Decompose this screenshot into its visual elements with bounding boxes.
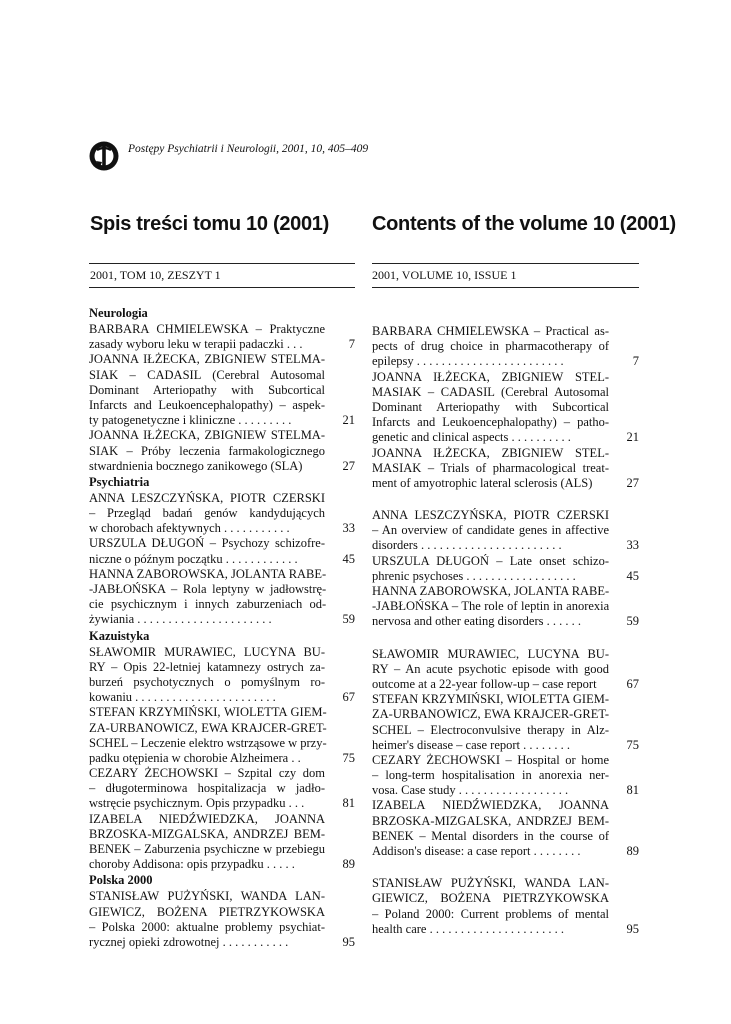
toc-entry-line: phrenic psychoses . . . . . . . . . . . . . . . . . . [372, 568, 576, 583]
toc-entry-page-number: 7 [348, 337, 355, 352]
toc-entry [89, 705, 355, 766]
toc-entry-line: IZABELA NIEDŹWIEDZKA, JOANNA [372, 798, 609, 813]
section-heading: Neurologia [89, 306, 148, 320]
toc-entry [372, 446, 639, 492]
toc-entry-page-number: 27 [342, 458, 355, 473]
toc-entry-text [372, 692, 609, 753]
toc-entry-line: Infarcts and Leukoencephalopathy) – patho- [372, 415, 609, 430]
toc-entry-line: epilepsy . . . . . . . . . . . . . . . . . . . . . . . . [372, 354, 564, 369]
toc-entry [89, 766, 355, 812]
toc-entry [372, 647, 639, 693]
contents-column-polish [89, 305, 355, 950]
toc-entry-text [89, 645, 325, 706]
toc-entry [89, 889, 355, 950]
toc-entry-text [89, 705, 327, 766]
toc-entry [89, 567, 355, 628]
toc-entry-page-number: 59 [626, 614, 639, 629]
toc-entry-text [372, 876, 609, 937]
toc-entry-line: – Poland 2000: Current problems of mental [372, 906, 609, 921]
toc-entry-page-number: 21 [626, 430, 639, 445]
toc-entry [372, 508, 639, 554]
toc-entry-text [89, 536, 325, 566]
page-title-polish: Spis treści tomu 10 (2001) [90, 213, 329, 235]
toc-entry-line: kowaniu . . . . . . . . . . . . . . . . . . . . . . . [89, 690, 276, 705]
toc-entry [372, 692, 639, 753]
toc-entry-line: STEFAN KRZYMIŃSKI, WIOLETTA GIEM- [372, 692, 609, 707]
page-title-english: Contents of the volume 10 (2001) [372, 213, 676, 235]
toc-entry-line: health care . . . . . . . . . . . . . . . . . . . . . . [372, 921, 564, 936]
toc-entry-line: JOANNA IŁŻECKA, ZBIGNIEW STELMA- [89, 428, 325, 443]
toc-entry-line: BRZOSKA-MIZGALSKA, ANDRZEJ BEM- [89, 826, 325, 841]
toc-entry-text [372, 554, 609, 584]
toc-entry-line: – Przegląd badań genów kandydujących [89, 506, 325, 521]
toc-entry-text [372, 584, 609, 630]
toc-entry-line: BARBARA CHMIELEWSKA – Practical as- [372, 324, 609, 338]
toc-entry-line: CEZARY ŻECHOWSKI – Hospital or home [372, 752, 609, 767]
section-heading: Psychiatria [89, 474, 150, 489]
toc-entry [89, 536, 355, 566]
bottom-rule-right [372, 287, 639, 288]
section-spacer [372, 630, 639, 647]
toc-entry-line: – An overview of candidate genes in affective [372, 523, 609, 538]
toc-entry-line: w chorobach afektywnych . . . . . . . . . . . [89, 521, 290, 536]
toc-entry-line: choroby Addisona: opis przypadku . . . . . [89, 857, 295, 872]
toc-entry-page-number: 67 [626, 676, 639, 691]
toc-entry [372, 798, 639, 859]
toc-entry-line: SCHEL – Leczenie elektro wstrząsowe w przy- [89, 735, 327, 750]
toc-entry-line: niczne o późnym początku . . . . . . . . . . . . [89, 551, 298, 566]
toc-entry-page-number: 89 [342, 857, 355, 872]
toc-entry-line: BENEK – Zaburzenia psychiczne w przebiegu [89, 842, 325, 856]
toc-entry-line: IZABELA NIEDŹWIEDZKA, JOANNA [89, 811, 325, 826]
toc-entry [372, 876, 639, 937]
toc-entry [372, 370, 639, 446]
toc-entry-text [372, 446, 609, 492]
toc-entry-page-number: 67 [342, 690, 355, 705]
top-rule-left [89, 263, 355, 264]
toc-entry [89, 428, 355, 474]
toc-entry-text [89, 889, 325, 950]
toc-entry-line: HANNA ZABOROWSKA, JOLANTA RABE- [372, 584, 610, 598]
issue-label-polish: 2001, TOM 10, ZESZYT 1 [90, 268, 221, 282]
toc-entry-line: disorders . . . . . . . . . . . . . . . . . . . . . . . [372, 538, 562, 553]
section-heading: Kazuistyka [89, 628, 150, 643]
toc-entry-text [372, 753, 609, 799]
toc-entry-line: SIAK – Próby leczenia farmakologicznego [89, 443, 325, 458]
toc-entry-text [372, 324, 609, 370]
toc-entry-line: vosa. Case study . . . . . . . . . . . . . . . . . . [372, 783, 569, 798]
toc-entry-line: BRZOSKA-MIZGALSKA, ANDRZEJ BEM- [372, 813, 609, 828]
toc-entry-text [89, 352, 325, 428]
toc-entry [89, 645, 355, 706]
toc-entry-line: HANNA ZABOROWSKA, JOLANTA RABE- [89, 566, 327, 581]
toc-entry-page-number: 81 [626, 783, 639, 798]
toc-entry-line: JOANNA IŁŻECKA, ZBIGNIEW STEL- [372, 369, 609, 384]
toc-entry-line: Addison's disease: a case report . . . . . . . . [372, 844, 581, 858]
toc-entry-page-number: 27 [626, 475, 639, 490]
toc-entry-page-number: 45 [342, 551, 355, 566]
toc-entry-text [89, 491, 325, 537]
toc-entry-line: Infarcts and Leukoencephalopathy) – aspek- [89, 397, 325, 412]
toc-entry-line: ZA-URBANOWICZ, EWA KRAJCER-GRET- [89, 720, 327, 735]
toc-entry-page-number: 7 [632, 354, 639, 369]
toc-entry-page-number: 45 [626, 568, 639, 583]
toc-entry-page-number: 33 [342, 521, 355, 536]
toc-entry-line: zasady wyboru leku w terapii padaczki . . . [89, 337, 303, 352]
toc-entry-line: wstręcie psychicznym. Opis przypadku . . . [89, 796, 305, 811]
toc-entry [372, 753, 639, 799]
toc-entry-line: padku otępienia w chorobie Alzheimera . . [89, 750, 301, 765]
toc-entry-page-number: 21 [342, 413, 355, 428]
journal-citation: Postępy Psychiatrii i Neurologii, 2001, 10, 405–409 [128, 143, 369, 155]
toc-entry [89, 812, 355, 873]
toc-entry-line: GIEWICZ, BOŻENA PIETRZYKOWSKA [372, 891, 609, 906]
toc-entry-line: żywiania . . . . . . . . . . . . . . . . . . . . . . [89, 612, 272, 627]
toc-entry-line: Dominant Arteriopathy with Subcortical [372, 399, 609, 414]
toc-entry-line: BENEK – Mental disorders in the course of [372, 828, 609, 843]
toc-entry-page-number: 75 [342, 750, 355, 765]
top-rule-right [372, 263, 639, 264]
toc-entry-page-number: 89 [626, 843, 639, 858]
toc-entry-page-number: 81 [342, 796, 355, 811]
toc-entry-line: SŁAWOMIR MURAWIEC, LUCYNA BU- [372, 646, 609, 661]
toc-entry-text [89, 322, 325, 352]
toc-entry-line: SIAK – CADASIL (Cerebral Autosomal [89, 367, 325, 382]
toc-entry [89, 322, 355, 352]
toc-entry-page-number: 33 [626, 538, 639, 553]
toc-entry-text [89, 766, 325, 812]
toc-entry-line: pects of drug choice in pharmacotherapy of [372, 339, 609, 354]
toc-entry-line: JOANNA IŁŻECKA, ZBIGNIEW STEL- [372, 445, 609, 460]
toc-entry-line: burzeń psychotycznych o pomyślnym ro- [89, 674, 325, 689]
toc-entry-line: STANISŁAW PUŻYŃSKI, WANDA LAN- [89, 889, 325, 904]
toc-entry-page-number: 95 [342, 934, 355, 949]
toc-entry [89, 352, 355, 428]
toc-entry-line: ANNA LESZCZYŃSKA, PIOTR CZERSKI [372, 508, 609, 523]
toc-entry-line: RY – An acute psychotic episode with good [372, 661, 609, 676]
section-spacer [372, 859, 639, 876]
toc-entry-text [89, 428, 325, 474]
toc-entry-line: outcome at a 22-year follow-up – case report [372, 676, 597, 691]
bottom-rule-left [89, 287, 355, 288]
toc-entry-page-number: 95 [626, 921, 639, 936]
toc-entry-line: stwardnienia bocznego zanikowego (SLA) [89, 458, 303, 473]
toc-entry-line: -JABŁOŃSKA – The role of leptin in anorexia [372, 599, 610, 614]
toc-entry-line: URSZULA DŁUGOŃ – Late onset schizo- [372, 553, 609, 568]
toc-entry-text [372, 370, 609, 446]
toc-entry [372, 324, 639, 370]
toc-entry-line: BARBARA CHMIELEWSKA – Praktyczne [89, 322, 325, 336]
toc-entry-line: cie psychicznym i innych zaburzeniach od- [89, 597, 327, 612]
section-spacer [372, 491, 639, 508]
toc-entry-line: ty patogenetyczne i kliniczne . . . . . . . . . [89, 413, 292, 428]
toc-entry-line: ANNA LESZCZYŃSKA, PIOTR CZERSKI [89, 490, 325, 505]
toc-entry-line: SCHEL – Electroconvulsive therapy in Alz- [372, 722, 609, 737]
toc-entry-line: ment of amyotrophic lateral sclerosis (ALS) [372, 475, 593, 490]
toc-entry-line: – long-term hospitalisation in anorexia ner- [372, 768, 609, 783]
toc-entry-text [372, 647, 609, 693]
toc-entry-line: STANISŁAW PUŻYŃSKI, WANDA LAN- [372, 876, 609, 891]
toc-entry [372, 584, 639, 630]
toc-entry-text [89, 567, 326, 628]
toc-entry-line: GIEWICZ, BOŻENA PIETRZYKOWSKA [89, 904, 325, 919]
toc-entry-line: SŁAWOMIR MURAWIEC, LUCYNA BU- [89, 644, 325, 659]
toc-entry-line: RY – Opis 22-letniej katamnezy ostrych za- [89, 659, 325, 674]
toc-entry-page-number: 75 [626, 737, 639, 752]
section-heading: Polska 2000 [89, 873, 153, 888]
toc-entry-text [372, 798, 609, 859]
toc-entry-line: genetic and clinical aspects . . . . . . . . . . [372, 430, 571, 445]
toc-entry-line: JOANNA IŁŻECKA, ZBIGNIEW STELMA- [89, 352, 325, 367]
toc-entry-line: – Polska 2000: aktualne problemy psychiat- [89, 919, 325, 934]
toc-entry-line: nervosa and other eating disorders . . . . . . [372, 614, 581, 629]
toc-entry-text [372, 508, 609, 554]
toc-entry-line: MASIAK – Trials of pharmacological treat- [372, 460, 609, 475]
toc-entry-line: Dominant Arteriopathy with Subcortical [89, 382, 325, 397]
toc-entry-line: – długoterminowa hospitalizacja w jadło- [89, 781, 325, 796]
issue-label-english: 2001, VOLUME 10, ISSUE 1 [372, 268, 517, 282]
toc-entry [89, 491, 355, 537]
journal-logo-icon [88, 140, 120, 172]
toc-entry-line: ZA-URBANOWICZ, EWA KRAJCER-GRET- [372, 707, 609, 722]
toc-entry [372, 554, 639, 584]
toc-entry-text [89, 812, 325, 873]
contents-column-english [372, 324, 639, 937]
toc-entry-page-number: 59 [342, 612, 355, 627]
toc-entry-line: heimer's disease – case report . . . . . . . . [372, 737, 571, 752]
toc-entry-line: CEZARY ŻECHOWSKI – Szpital czy dom [89, 766, 325, 781]
toc-entry-line: -JABŁOŃSKA – Rola leptyny w jadłowstrę- [89, 582, 327, 596]
toc-entry-line: rycznej opieki zdrowotnej . . . . . . . . . . . [89, 934, 289, 949]
toc-entry-line: MASIAK – CADASIL (Cerebral Autosomal [372, 384, 609, 399]
toc-entry-line: URSZULA DŁUGOŃ – Psychozy schizofre- [89, 536, 325, 551]
toc-entry-line: STEFAN KRZYMIŃSKI, WIOLETTA GIEM- [89, 705, 327, 720]
